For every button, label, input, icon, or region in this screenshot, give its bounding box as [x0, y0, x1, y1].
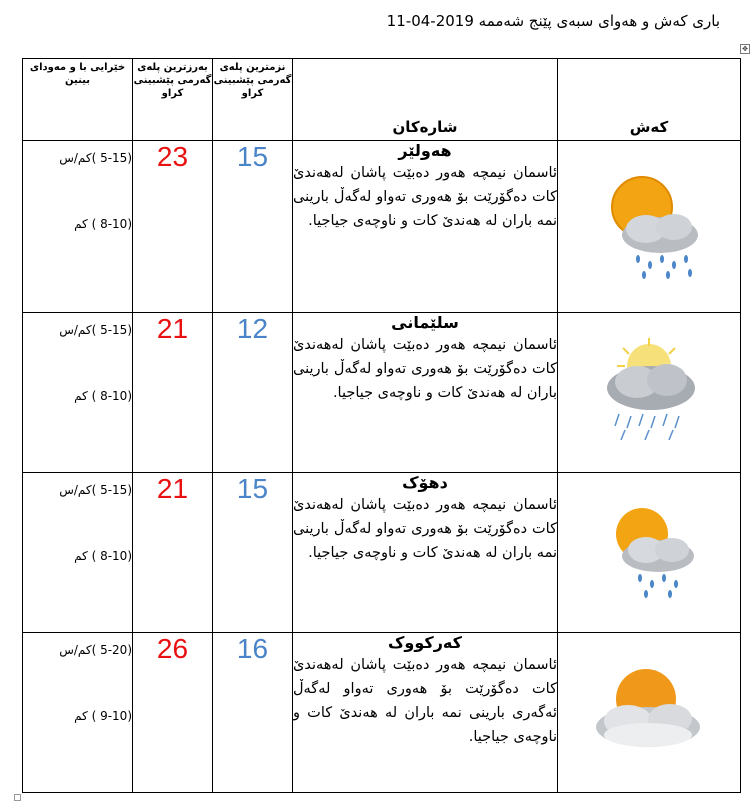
visibility: (8-10 ) کم — [74, 217, 132, 231]
wind-speed: (5-15 )کم/س — [59, 323, 132, 337]
city-description: ئاسمان نیمچە هەور دەبێت پاشان لەهەندێ کات دەگۆرێت بۆ هەوری تەواو لەگەڵ ئەگەری بارینی نمە باران لە هەندێ کات و ناوچەی جیاجیا. — [293, 657, 557, 745]
header-min: نزمترین پلەی گەرمی پێشبینی کراو — [213, 59, 293, 141]
max-temp: 21 — [133, 313, 213, 473]
min-temp: 12 — [213, 313, 293, 473]
title-text: باری کەش و هەوای سبەی پێنج شەممە — [478, 12, 720, 30]
table-row — [23, 633, 741, 793]
wind-cell — [23, 141, 133, 313]
city-description: ئاسمان نیمچە هەور دەبێت پاشان لەهەندێ کات دەگۆرێت بۆ هەوری تەواو لەگەڵ بارینی نمە باران لە هەندێ کات و ناوچەی جیاجیا. — [293, 497, 557, 561]
table-row — [23, 141, 741, 313]
max-temp: 23 — [133, 141, 213, 313]
city-description: ئاسمان نیمچە هەور دەبێت پاشان لەهەندێ کات دەگۆرێت بۆ هەوری تەواو لەگەڵ بارینی نمە باران لە هەندێ کات و ناوچەی جیاجیا. — [293, 165, 557, 229]
table-header-row — [23, 59, 741, 141]
sun-cloud-rain-icon — [594, 165, 704, 285]
sun-cloud-rain-icon — [594, 496, 704, 606]
visibility: (8-10 ) کم — [74, 549, 132, 563]
min-temp: 15 — [213, 473, 293, 633]
sun-cloud-icon — [584, 661, 714, 761]
city-cell — [293, 141, 558, 313]
header-wind: خێرایی با و مەودای بینین — [23, 59, 133, 141]
title-date: 2019-04-11 — [386, 12, 474, 30]
table-row — [23, 313, 741, 473]
wind-cell — [23, 633, 133, 793]
weather-icon-cell — [558, 141, 741, 313]
city-name: سلێمانی — [391, 313, 459, 332]
city-cell — [293, 633, 558, 793]
visibility: (9-10 ) کم — [74, 709, 132, 723]
wind-cell — [23, 313, 133, 473]
header-cities: شارەکان — [293, 59, 558, 141]
weather-icon-cell — [558, 633, 741, 793]
wind-speed: (5-15 )کم/س — [59, 483, 132, 497]
visibility: (8-10 ) کم — [74, 389, 132, 403]
wind-speed: (5-15 )کم/س — [59, 151, 132, 165]
max-temp: 26 — [133, 633, 213, 793]
min-temp: 15 — [213, 141, 293, 313]
weather-icon-cell — [558, 473, 741, 633]
wind-speed: (5-20 )کم/س — [59, 643, 132, 657]
header-max: بەرزترین پلەی گەرمی پێشبینی کراو — [133, 59, 213, 141]
city-description: ئاسمان نیمچە هەور دەبێت پاشان لەهەندێ کات دەگۆرێت بۆ هەوری تەواو لەگەڵ بارینی باران لە هەندێ کات و ناوچەی جیاجیا. — [293, 337, 557, 401]
city-cell — [293, 473, 558, 633]
city-name: هەولێر — [398, 141, 452, 160]
city-name: دهۆک — [402, 473, 448, 492]
cloud-rain-icon — [589, 336, 709, 446]
city-name: کەرکووک — [388, 633, 462, 652]
city-cell — [293, 313, 558, 473]
forecast-table — [22, 58, 741, 793]
weather-icon-cell — [558, 313, 741, 473]
header-weather: کەش — [558, 59, 741, 141]
min-temp: 16 — [213, 633, 293, 793]
page-title — [373, 12, 720, 30]
max-temp: 21 — [133, 473, 213, 633]
table-row — [23, 473, 741, 633]
page-corner-mark — [14, 794, 21, 801]
wind-cell — [23, 473, 133, 633]
table-move-handle[interactable]: ✥ — [740, 44, 750, 54]
